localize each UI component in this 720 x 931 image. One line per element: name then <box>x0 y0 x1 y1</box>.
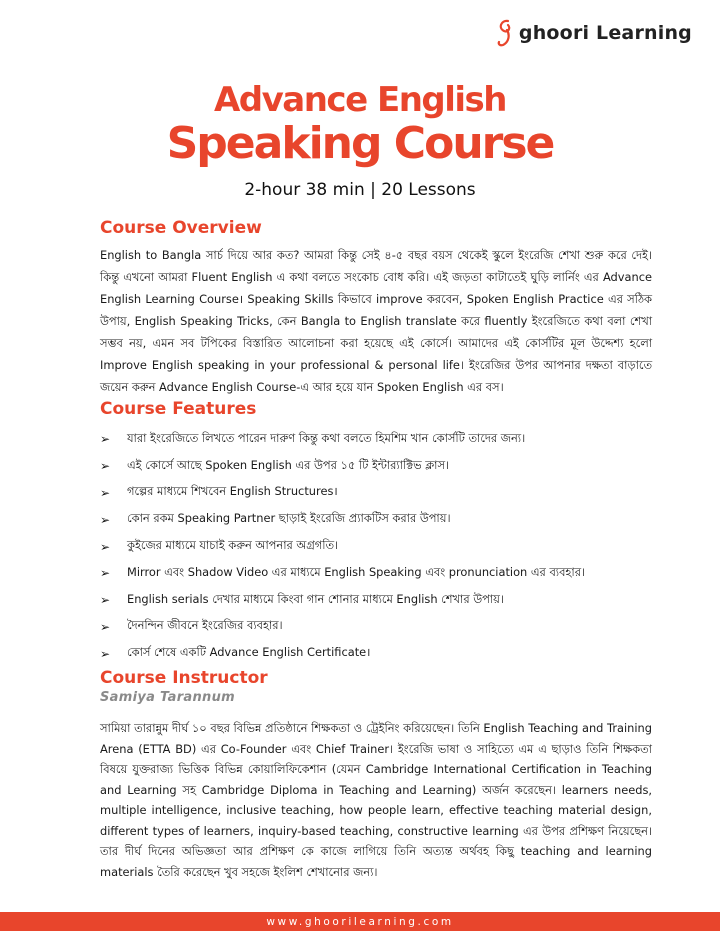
list-item <box>100 426 660 453</box>
feature-text: এই কোর্সে আছে Spoken English এর উপর ১৫ টি ইন্টার‍্যাক্টিভ ক্লাস। <box>127 457 450 472</box>
instructor-bio: সামিয়া তারান্নুম দীর্ঘ ১০ বছর বিভিন্ন প্রতিষ্ঠানে শিক্ষকতা ও ট্রেইনিং করিয়েছেন। তিনি English Teaching and Training Arena (ETTA BD) এর Co-Founder এবং Chief Trainer। ইংরেজি ভাষা ও সাহিত্যে এম এ ছাড়াও তিনি শিক্ষকতা বিষয়ে যুক্তরাজ্য ভিত্তিক বিভিন্ন কোয়ালিফিকেশান (যেমন Cambridge International Certification in Teaching and Learning সহ Cambridge Diploma in Teaching and Learning) অর্জন করেছেন। learners needs, multiple intelligence, inclusive teaching, how people learn, effective teaching material design, different types of learners, inquiry-based teaching, constructive learning এর উপর প্রশিক্ষণ নিয়েছেন। তার দীর্ঘ দিনের অভিজ্ঞতা আর প্রশিক্ষণ কে কাজে লাগিয়ে তিনি অত্যন্ত অর্থবহ কিছু teaching and learning materials তৈরি করেছেন খুব সহজে ইংলিশ শেখানোর জন্য। <box>100 721 652 879</box>
arrow-bullet-icon: ➢ <box>100 619 111 634</box>
list-item <box>100 453 660 480</box>
arrow-bullet-icon: ➢ <box>100 512 111 527</box>
arrow-bullet-icon: ➢ <box>100 646 111 661</box>
list-item <box>100 480 660 507</box>
feature-text: English serials দেখার মাধ্যমে কিংবা গান শোনার মাধ্যমে English শেখার উপায়। <box>127 591 504 606</box>
instructor-heading: Course Instructor <box>100 668 268 688</box>
instructor-name: Samiya Tarannum <box>100 690 236 705</box>
course-title-line2: Speaking Course <box>166 118 554 169</box>
list-item <box>100 614 660 641</box>
footer-bar <box>0 912 720 931</box>
arrow-bullet-icon: ➢ <box>100 485 111 500</box>
course-title-line1: Advance English <box>213 80 507 120</box>
features-list <box>100 426 660 667</box>
feature-text: দৈনন্দিন জীবনে ইংরেজির ব্যবহার। <box>127 618 283 633</box>
arrow-bullet-icon: ➢ <box>100 566 111 581</box>
feature-text: Mirror এবং Shadow Video এর মাধ্যমে English Speaking এবং pronunciation এর ব্যবহার। <box>127 564 586 579</box>
feature-text: কোর্স শেষে একটি Advance English Certificate। <box>127 645 371 660</box>
list-item <box>100 587 660 614</box>
list-item <box>100 506 660 533</box>
arrow-bullet-icon: ➢ <box>100 459 111 474</box>
overview-heading: Course Overview <box>100 218 262 238</box>
course-duration: 2-hour 38 min | 20 Lessons <box>244 180 476 200</box>
feature-text: যারা ইংরেজিতে লিখতে পারেন দারুণ কিন্তু কথা বলতে হিমশিম খান কোর্সটি তাদের জন্য। <box>127 430 526 445</box>
features-heading: Course Features <box>100 399 257 419</box>
feature-text: কুইজের মাধ্যমে যাচাই করুন আপনার অগ্রগতি। <box>127 538 339 553</box>
arrow-bullet-icon: ➢ <box>100 432 111 447</box>
footer-url[interactable]: www.ghoorilearning.com <box>266 915 454 928</box>
feature-text: গল্পের মাধ্যমে শিখবেন English Structures। <box>127 484 338 499</box>
list-item <box>100 640 660 667</box>
overview-text: English to Bangla সার্চ দিয়ে আর কত? আমরা কিন্তু সেই ৪-৫ বছর বয়স থেকেই স্কুলে ইংরেজি শেখা শুরু করে দেই। কিন্তু এখনো আমরা Fluent English এ কথা বলতে সংকোচ বোধ করি। এই জড়তা কাটাতেই ঘুড়ি লার্নিং এর Advance English Learning Course। Speaking Skills কিভাবে improve করবেন, Spoken English Practice এর সঠিক উপায়, English Speaking Tricks, কেন Bangla to English translate করে fluently ইংরেজিতে কথা বলা শেখা সম্ভব নয়, এমন সব টপিকের বিস্তারিত আলোচনা করা হয়েছে এই কোর্সে। আমাদের এই কোর্সটির মূল উদ্দেশ্য হলো Improve English speaking in your professional & personal life। ইংরেজির উপর আপনার দক্ষতা বাড়াতে জয়েন করুন Advance English Course-এ আর হয়ে যান Spoken English এর বস। <box>100 248 652 394</box>
feature-text: কোন রকম Speaking Partner ছাড়াই ইংরেজি প্র্যাকটিস করার উপায়। <box>127 511 451 526</box>
ghoori-logo-icon <box>495 18 517 48</box>
arrow-bullet-icon: ➢ <box>100 593 111 608</box>
brand-logo <box>495 18 692 48</box>
list-item <box>100 560 660 587</box>
hero <box>0 80 720 200</box>
list-item <box>100 533 660 560</box>
brand-name: ghoori Learning <box>518 22 692 44</box>
arrow-bullet-icon: ➢ <box>100 539 111 554</box>
